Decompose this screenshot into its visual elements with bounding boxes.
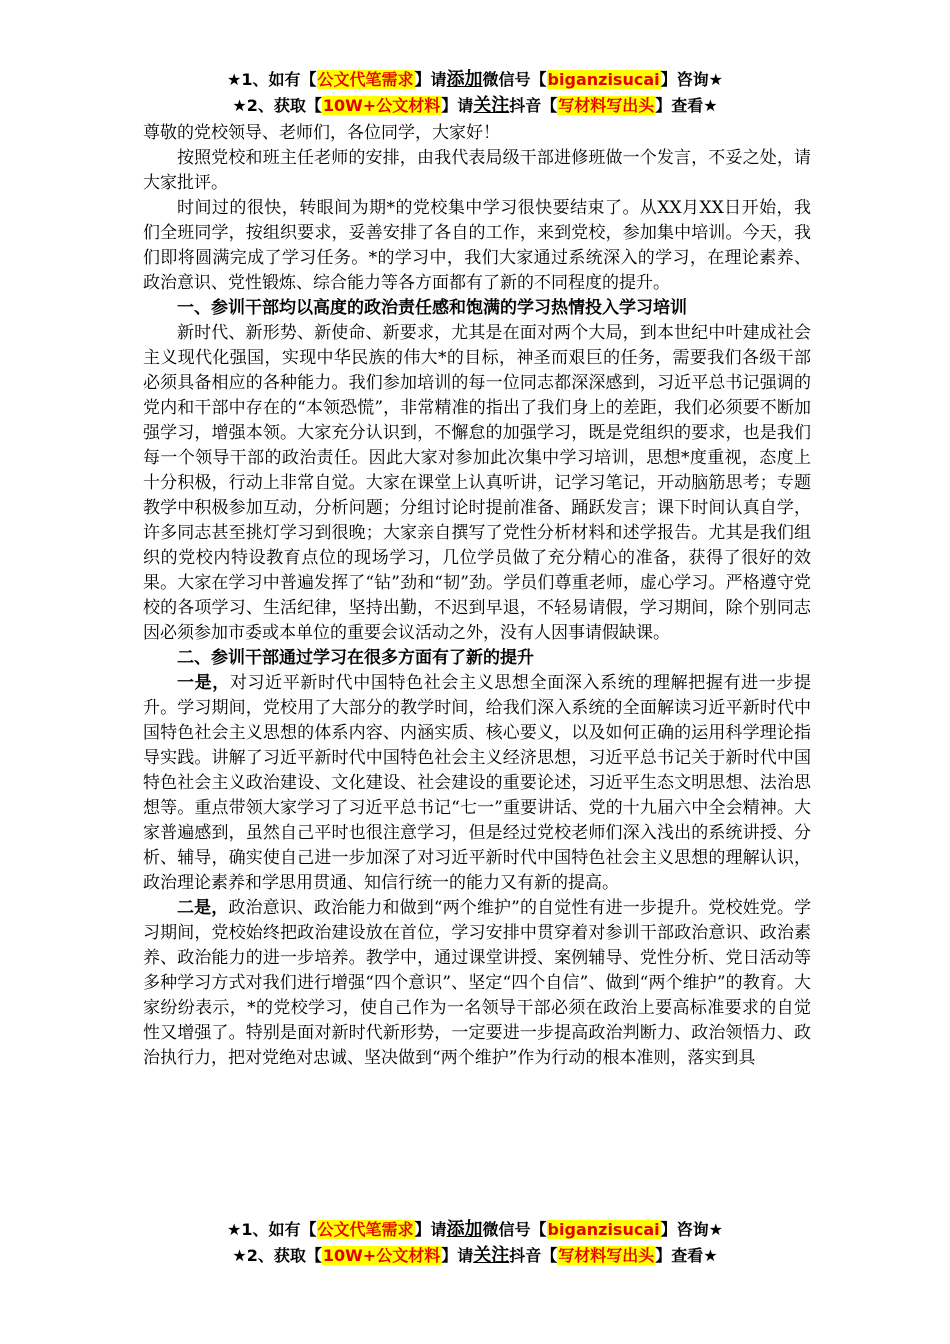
banner-text: 】咨询★: [660, 70, 723, 89]
banner-highlight: biganzisucai: [547, 1220, 660, 1239]
banner-text: 】请: [414, 1220, 447, 1239]
paragraph-text: 政治意识、政治能力和做到“两个维护”的自觉性有进一步提升。党校姓党。学习期间，党校始终把政治建设放在首位，学习安排中贯穿着对参训干部政治意识、政治素养、政治能力的进一步培养。教学中，通过课堂讲授、案例辅导、党性分析、党日活动等多种学习方式对我们进行增强“四个意识”、坚定“四个自信”、做到“两个维护”的教育。大家纷纷表示，*的党校学习，使自己作为一名领导干部必须在政治上要高标准要求的自觉性又增强了。特别是面对新时代新形势，一定要进一步提高政治判断力、政治领悟力、政治执行力，把对党绝对忠诚、坚决做到“两个维护”作为行动的根本准则，落实到具: [143, 898, 811, 1068]
banner-underline: 添加: [446, 1219, 483, 1240]
banner-text: ★1、如有【: [227, 1220, 317, 1239]
header-banner-line-2: [0, 94, 950, 118]
banner-highlight: 10W+公文材料: [322, 96, 441, 115]
paragraph-text: 对习近平新时代中国特色社会主义思想全面深入系统的理解把握有进一步提升。学习期间，党校用了大部分的教学时间，给我们深入系统的全面解读习近平新时代中国特色社会主义思想的体系内容、内涵实质、核心要义，以及如何正确的运用科学理论指导实践。讲解了习近平新时代中国特色社会主义经济思想，习近平总书记关于新时代中国特色社会主义政治建设、文化建设、社会建设的重要论述，习近平生态文明思想、法治思想等。重点带领大家学习了习近平总书记“七一”重要讲话、党的十九届六中全会精神。大家普遍感到，虽然自己平时也很注意学习，但是经过党校老师们深入浅出的系统讲授、分析、辅导，确实使自己进一步加深了对习近平新时代中国特色社会主义思想的理解认识，政治理论素养和学思用贯通、知信行统一的能力又有新的提高。: [143, 673, 812, 893]
banner-text: ★2、获取【: [232, 1246, 322, 1265]
paragraph: 时间过的很快，转眼间为期*的党校集中学习很快要结束了。从XX月XX日开始，我们全班同学，按组织要求，妥善安排了各自的工作，来到党校，参加集中培训。今天，我们即将圆满完成了学习任务。*的学习中，我们大家通过系统深入的学习，在理论素养、政治意识、党性锻炼、综合能力等各方面都有了新的不同程度的提升。: [143, 198, 811, 293]
paragraph: 新时代、新形势、新使命、新要求，尤其是在面对两个大局，到本世纪中叶建成社会主义现代化强国，实现中华民族的伟大*的目标，神圣而艰巨的任务，需要我们各级干部必须具备相应的各种能力。我们参加培训的每一位同志都深深感到，习近平总书记强调的党内和干部中存在的“本领恐慌”，非常精准的指出了我们身上的差距，我们必须要不断加强学习，增强本领。大家充分认识到，不懈怠的加强学习，既是党组织的要求，也是我们每一个领导干部的政治责任。因此大家对参加此次集中学习培训，思想*度重视，态度上十分积极，行动上非常自觉。大家在课堂上认真听讲，记学习笔记，开动脑筋思考；专题教学中积极参加互动，分析问题；分组讨论时提前准备、踊跃发言；课下时间认真自学，许多同志甚至挑灯学习到很晚；大家亲自撰写了党性分析材料和述学报告。尤其是我们组织的党校内特设教育点位的现场学习，几位学员做了充分精心的准备，获得了很好的效果。大家在学习中普遍发挥了“钻”劲和“韧”劲。学员们尊重老师，虚心学习。严格遵守党校的各项学习、生活纪律，坚持出勤，不迟到早退，不轻易请假，学习期间，除个别同志因必须参加市委或本单位的重要会议活动之外，没有人因事请假缺课。: [143, 323, 811, 643]
paragraph-lead: 一是，: [177, 673, 230, 693]
banner-highlight: 写材料写出头: [558, 1246, 655, 1265]
greeting: 尊敬的党校领导、老师们，各位同学，大家好！: [143, 123, 500, 143]
paragraph: [143, 671, 811, 896]
document-body: [143, 121, 811, 1071]
banner-highlight: 写材料写出头: [558, 96, 655, 115]
banner-highlight: 公文代笔需求: [317, 1220, 414, 1239]
header-banner-line-1: [0, 68, 950, 92]
banner-highlight: 10W+公文材料: [322, 1246, 441, 1265]
banner-text: 抖音【: [509, 1246, 558, 1265]
banner-highlight: 公文代笔需求: [317, 70, 414, 89]
paragraph: [143, 896, 811, 1071]
banner-text: 抖音【: [509, 96, 558, 115]
banner-text: 微信号【: [482, 1220, 547, 1239]
banner-text: 】查看★: [655, 1246, 718, 1265]
banner-text: ★2、获取【: [232, 96, 322, 115]
banner-text: 】咨询★: [660, 1220, 723, 1239]
footer-banner-line-2: [0, 1244, 950, 1268]
footer-banner-line-1: [0, 1218, 950, 1242]
banner-text: 】查看★: [655, 96, 718, 115]
banner-text: 】请: [414, 70, 447, 89]
banner-text: 】请: [441, 1246, 474, 1265]
section-heading: 二、参训干部通过学习在很多方面有了新的提升: [177, 648, 534, 668]
banner-underline: 添加: [446, 69, 483, 90]
banner-text: 微信号【: [482, 70, 547, 89]
banner-highlight: biganzisucai: [547, 70, 660, 89]
banner-underline: 关注: [473, 1245, 510, 1266]
banner-underline: 关注: [473, 95, 510, 116]
banner-text: 】请: [441, 96, 474, 115]
banner-text: ★1、如有【: [227, 70, 317, 89]
section-heading: 一、参训干部均以高度的政治责任感和饱满的学习热情投入学习培训: [177, 298, 687, 318]
paragraph-lead: 二是，: [177, 898, 229, 918]
paragraph: 按照党校和班主任老师的安排，由我代表局级干部进修班做一个发言，不妥之处，请大家批评。: [143, 148, 811, 193]
